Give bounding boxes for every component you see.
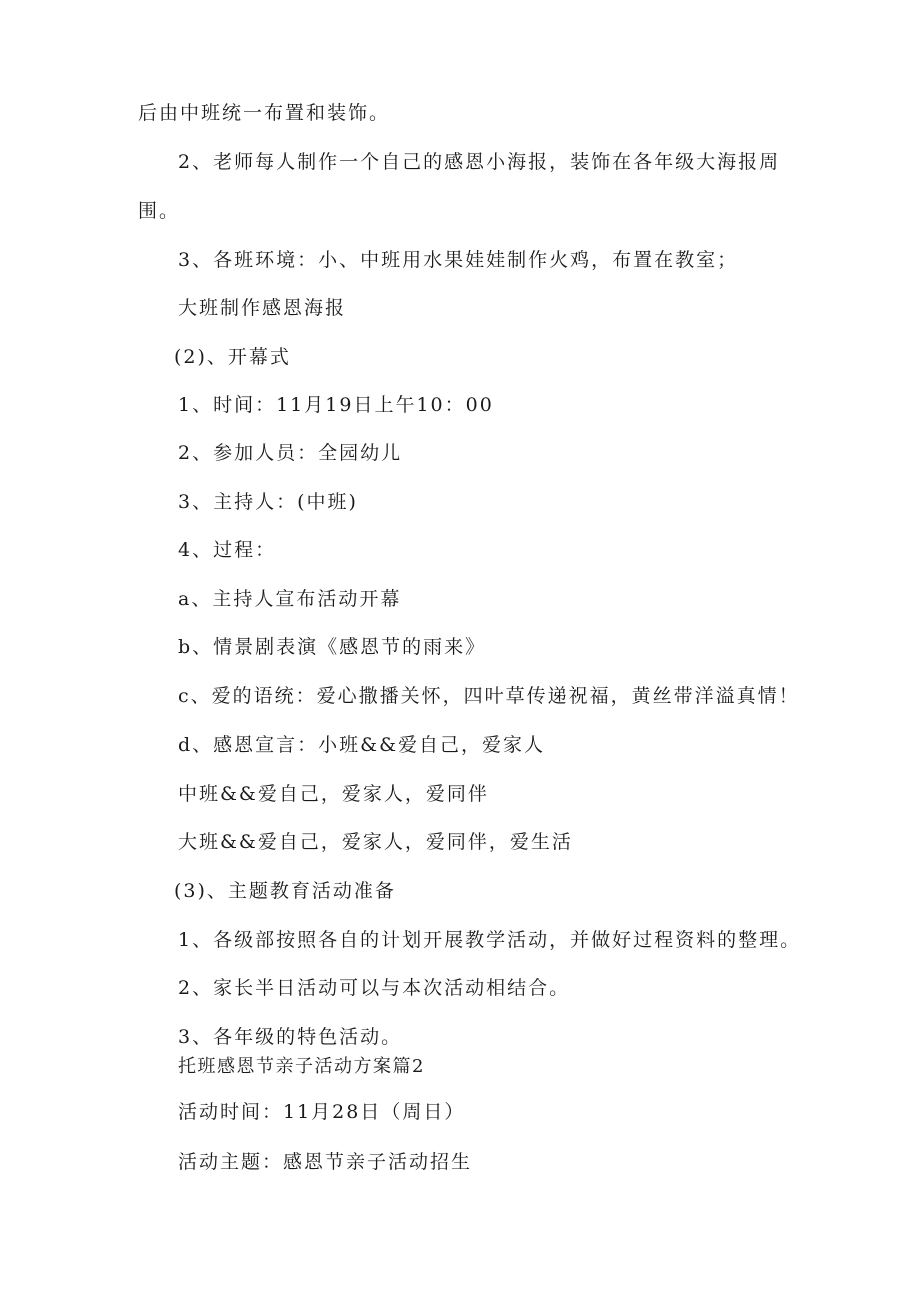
article-title: 托班感恩节亲子活动方案篇2 — [178, 1056, 425, 1077]
paragraph-line: 4、过程： — [178, 539, 277, 561]
paragraph-line: 大班&&爱自己，爱家人，爱同伴，爱生活 — [178, 831, 573, 853]
section-heading: (3)、主题教育活动准备 — [174, 880, 396, 902]
paragraph-line: a、主持人宣布活动开幕 — [178, 588, 402, 610]
paragraph-line: 1、各级部按照各自的计划开展教学活动，并做好过程资料的整理。 — [178, 929, 802, 951]
paragraph-line: 2、老师每人制作一个自己的感恩小海报，装饰在各年级大海报周 — [178, 151, 781, 173]
paragraph-line: d、感恩宣言：小班&&爱自己，爱家人 — [178, 734, 545, 756]
paragraph-line: 活动主题：感恩节亲子活动招生 — [178, 1151, 473, 1173]
paragraph-line: 2、参加人员：全园幼儿 — [178, 442, 403, 464]
paragraph-line: 3、各年级的特色活动。 — [178, 1026, 403, 1048]
paragraph-line: 3、各班环境：小、中班用水果娃娃制作火鸡，布置在教室； — [178, 249, 739, 271]
section-heading: (2)、开幕式 — [174, 346, 291, 368]
paragraph-line: 1、时间：11月19日上午10：00 — [178, 394, 494, 416]
paragraph-line: b、情景剧表演《感恩节的雨来》 — [178, 636, 487, 658]
paragraph-line: c、爱的语统：爱心撒播关怀，四叶草传递祝福，黄丝带洋溢真情！ — [178, 685, 800, 707]
paragraph-line: 中班&&爱自己，爱家人，爱同伴 — [178, 783, 489, 805]
paragraph-line: 大班制作感恩海报 — [178, 297, 347, 319]
paragraph-line: 后由中班统一布置和装饰。 — [138, 102, 391, 124]
paragraph-line: 围。 — [138, 200, 181, 222]
paragraph-line: 2、家长半日活动可以与本次活动相结合。 — [178, 977, 571, 999]
paragraph-line: 活动时间：11月28日（周日） — [178, 1101, 466, 1123]
paragraph-line: 3、主持人：(中班) — [178, 491, 358, 513]
